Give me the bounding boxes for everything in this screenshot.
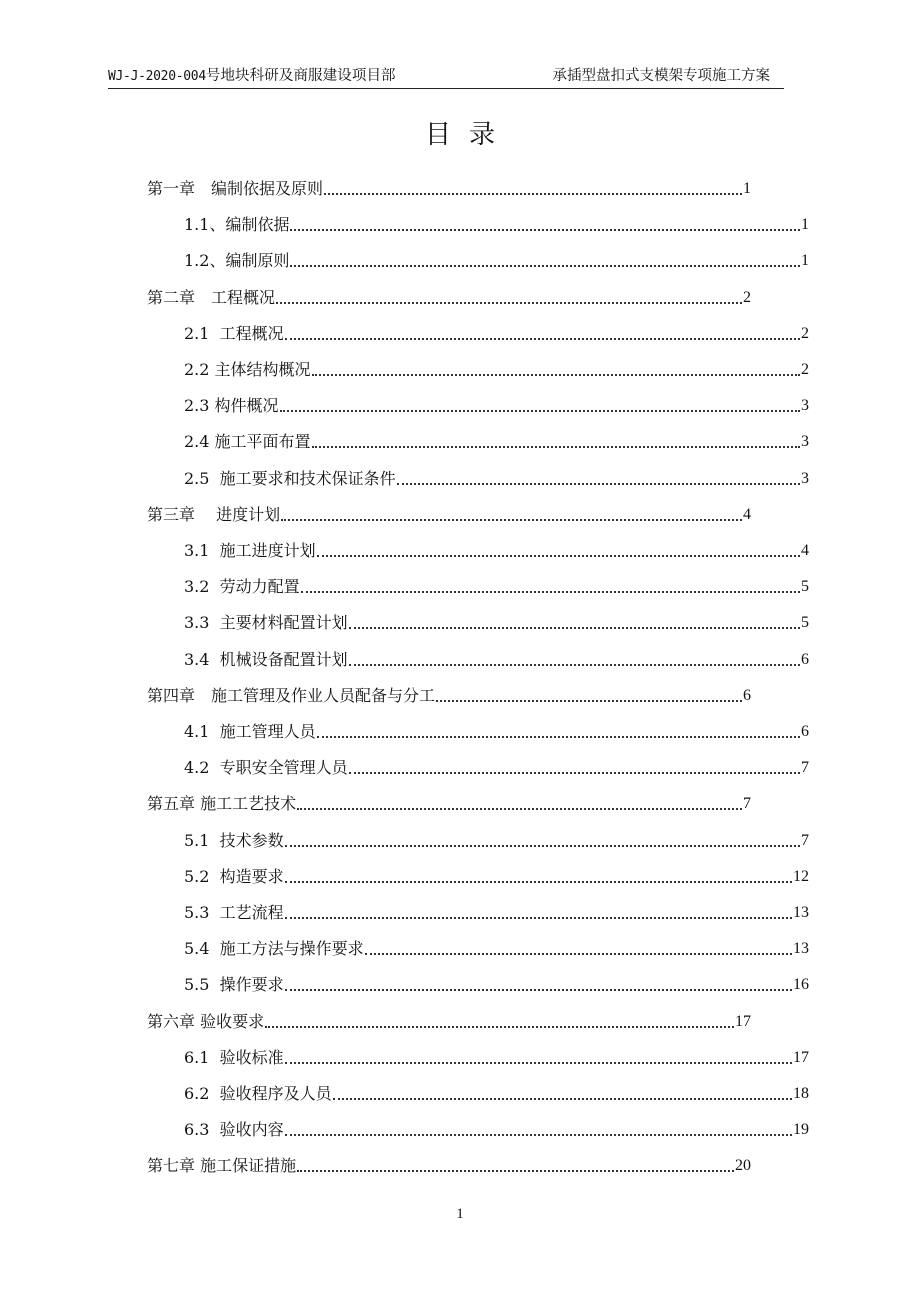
toc-entry-page: 2 <box>801 324 809 342</box>
toc-chapter-entry[interactable] <box>147 277 751 309</box>
toc-entry-page: 5 <box>801 578 809 596</box>
header-project-text: 号地块科研及商服建设项目部 <box>205 68 396 84</box>
toc-entry-page: 1 <box>743 180 751 197</box>
toc-title: 目录 <box>424 120 513 150</box>
toc-entry-label: 5.3 工艺流程 <box>184 903 284 922</box>
toc-entry-label: 6.1 验收标准 <box>184 1047 284 1067</box>
header-document-name: 承插型盘扣式支模架专项施工方案 <box>552 68 770 84</box>
toc-dot-leader <box>349 627 800 629</box>
toc-dot-leader <box>280 410 800 412</box>
toc-entry-page: 13 <box>793 904 809 921</box>
toc-dot-leader <box>285 1062 792 1064</box>
toc-entry-label: 第六章 验收要求 <box>147 1011 265 1031</box>
toc-entry-page: 18 <box>793 1085 809 1102</box>
toc-entry-page: 7 <box>743 795 751 813</box>
toc-section-entry[interactable] <box>184 240 809 272</box>
toc-entry-label: 第五章 施工工艺技术 <box>147 794 297 814</box>
toc-entry-page: 3 <box>801 469 809 487</box>
toc-dot-leader <box>285 881 792 883</box>
toc-entry-label: 2.2 主体结构概况 <box>184 360 311 379</box>
toc-entry-label: 6.2 验收程序及人员 <box>184 1084 332 1103</box>
toc-section-entry[interactable] <box>184 421 809 453</box>
toc-entry-label: 3.4 机械设备配置计划 <box>184 649 348 669</box>
toc-entry-label: 1.2、编制原则 <box>184 251 290 271</box>
toc-chapter-entry[interactable] <box>147 494 751 526</box>
toc-entry-label: 5.1 技术参数 <box>184 830 284 850</box>
toc-section-entry[interactable] <box>184 964 809 996</box>
toc-entry-label: 3.2 劳动力配置 <box>184 577 300 597</box>
toc-dot-leader <box>436 700 742 702</box>
toc-section-entry[interactable] <box>184 1109 809 1141</box>
toc-section-entry[interactable] <box>184 566 809 598</box>
toc-entry-label: 2.5 施工要求和技术保证条件 <box>184 468 396 488</box>
toc-dot-leader <box>312 446 800 448</box>
toc-dot-leader <box>281 519 742 521</box>
toc-entry-label: 3.3 主要材料配置计划 <box>184 613 348 633</box>
toc-chapter-entry[interactable] <box>147 1145 751 1177</box>
header-project-name <box>108 66 396 87</box>
toc-section-entry[interactable] <box>184 928 809 960</box>
toc-section-entry[interactable] <box>184 602 809 634</box>
toc-section-entry[interactable] <box>184 313 809 345</box>
toc-dot-leader <box>285 917 792 919</box>
toc-entry-label: 2.1 工程概况 <box>184 323 284 343</box>
toc-chapter-entry[interactable] <box>147 1001 751 1033</box>
toc-entry-page: 1 <box>801 252 809 270</box>
toc-dot-leader <box>285 1134 792 1136</box>
toc-entry-label: 第二章 工程概况 <box>147 287 276 307</box>
page-header <box>108 66 784 89</box>
toc-section-entry[interactable] <box>184 1073 809 1105</box>
toc-dot-leader <box>290 229 800 231</box>
toc-entry-page: 6 <box>743 686 751 704</box>
toc-dot-leader <box>397 483 800 485</box>
toc-entry-label: 2.3 构件概况 <box>184 396 279 416</box>
toc-dot-leader <box>333 1098 792 1100</box>
toc-section-entry[interactable] <box>184 820 809 852</box>
toc-entry-page: 2 <box>801 361 809 378</box>
toc-entry-page: 19 <box>793 1121 809 1139</box>
toc-entry-page: 4 <box>801 542 809 559</box>
toc-dot-leader <box>285 989 792 991</box>
toc-entry-page: 1 <box>801 216 809 234</box>
toc-section-entry[interactable] <box>184 204 809 236</box>
toc-entry-label: 2.4 施工平面布置 <box>184 432 311 452</box>
toc-section-entry[interactable] <box>184 711 809 743</box>
toc-section-entry[interactable] <box>184 892 809 924</box>
toc-dot-leader <box>317 736 800 738</box>
toc-dot-leader <box>276 302 742 304</box>
toc-entry-page: 16 <box>793 976 809 994</box>
toc-entry-label: 第三章 进度计划 <box>147 504 281 524</box>
toc-section-entry[interactable] <box>184 1037 809 1069</box>
toc-entry-page: 2 <box>743 288 751 306</box>
toc-entry-label: 第一章 编制依据及原则 <box>147 179 324 198</box>
toc-dot-leader <box>290 265 800 267</box>
toc-entry-page: 6 <box>801 723 809 740</box>
toc-entry-page: 6 <box>801 650 809 668</box>
toc-entry-page: 3 <box>801 433 809 451</box>
toc-entry-label: 4.2 专职安全管理人员 <box>184 758 348 778</box>
toc-entry-label: 5.4 施工方法与操作要求 <box>184 939 364 959</box>
toc-entry-page: 13 <box>793 940 809 958</box>
toc-entry-page: 17 <box>735 1012 751 1030</box>
toc-entry-page: 7 <box>801 831 809 849</box>
toc-entry-label: 1.1、编制依据 <box>184 215 290 235</box>
toc-dot-leader <box>285 845 800 847</box>
toc-section-entry[interactable] <box>184 385 809 417</box>
toc-entry-page: 20 <box>735 1157 751 1175</box>
toc-entry-page: 7 <box>801 759 809 777</box>
toc-entry-page: 5 <box>801 614 809 632</box>
toc-dot-leader <box>349 772 800 774</box>
toc-dot-leader <box>285 338 800 340</box>
toc-entry-page: 12 <box>793 867 809 885</box>
toc-dot-leader <box>349 664 800 666</box>
toc-dot-leader <box>312 374 800 376</box>
toc-entry-label: 6.3 验收内容 <box>184 1120 284 1140</box>
toc-entry-label: 5.2 构造要求 <box>184 866 284 886</box>
toc-section-entry[interactable] <box>184 639 809 671</box>
toc-dot-leader <box>265 1026 734 1028</box>
toc-entry-label: 4.1 施工管理人员 <box>184 722 316 741</box>
toc-section-entry[interactable] <box>184 530 809 562</box>
toc-entry-page: 4 <box>743 505 751 523</box>
toc-entry-page: 3 <box>801 397 809 415</box>
page-number: 1 <box>456 1206 464 1222</box>
toc-dot-leader <box>301 591 800 593</box>
toc-entry-label: 第七章 施工保证措施 <box>147 1156 297 1176</box>
toc-entry-page: 17 <box>793 1048 809 1066</box>
toc-dot-leader <box>297 1170 734 1172</box>
toc-entry-label: 5.5 操作要求 <box>184 975 284 995</box>
toc-entry-label: 第四章 施工管理及作业人员配备与分工 <box>147 685 436 705</box>
toc-chapter-entry[interactable] <box>147 675 751 707</box>
toc-section-entry[interactable] <box>184 349 809 381</box>
header-project-code: WJ-J-2020-004 <box>108 69 206 84</box>
toc-chapter-entry[interactable] <box>147 783 751 815</box>
toc-entry-label: 3.1 施工进度计划 <box>184 541 316 560</box>
toc-dot-leader <box>297 808 742 810</box>
toc-section-entry[interactable] <box>184 458 809 490</box>
toc-dot-leader <box>324 193 742 195</box>
toc-section-entry[interactable] <box>184 747 809 779</box>
toc-dot-leader <box>365 953 792 955</box>
toc-chapter-entry[interactable] <box>147 168 751 200</box>
toc-dot-leader <box>317 555 800 557</box>
toc-section-entry[interactable] <box>184 856 809 888</box>
